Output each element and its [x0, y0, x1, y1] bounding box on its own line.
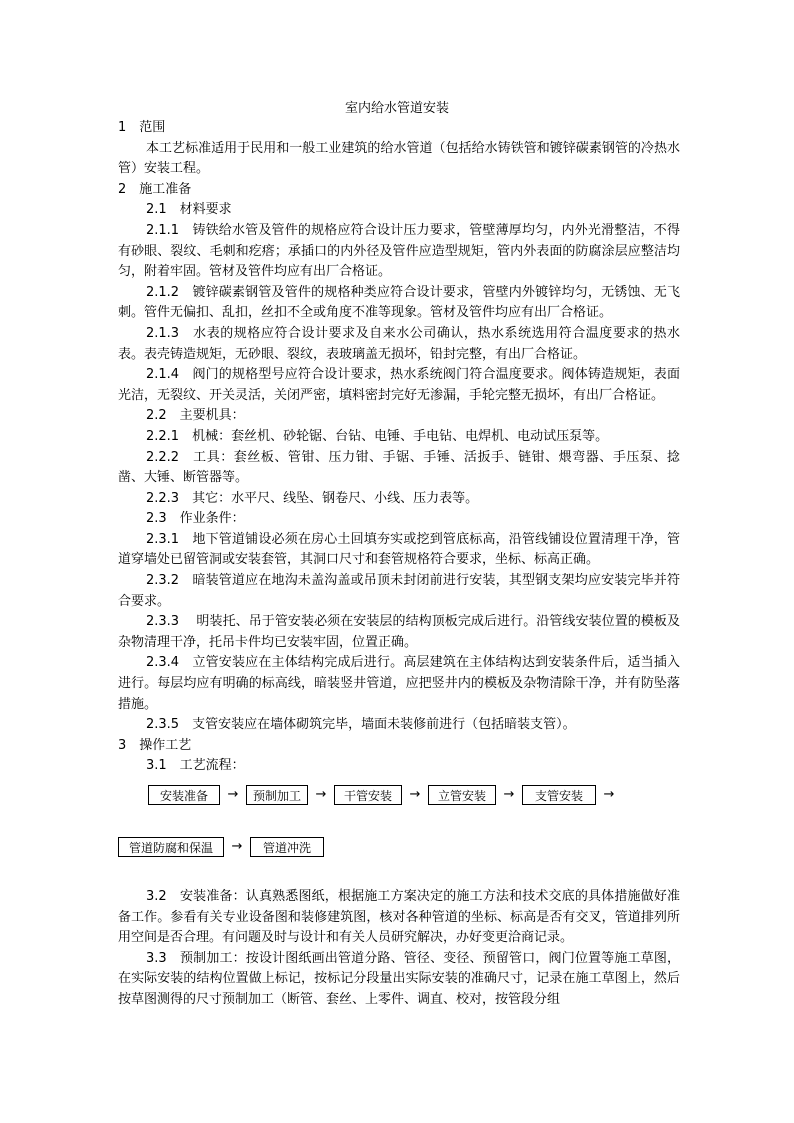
flow-step-flushing: 管道冲洗 [250, 837, 324, 857]
section-text-bottom [118, 887, 680, 1011]
flow-step-branch-pipe: 支管安装 [522, 785, 596, 805]
subsection-heading: 2.1 材料要求 [146, 202, 232, 218]
section-heading: 3 操作工艺 [118, 737, 192, 753]
flowchart-row-1 [148, 783, 680, 807]
flowchart-row-2 [118, 835, 680, 859]
paragraph: 2.3.4 立管安装应在主体结构完成后进行。高层建筑在主体结构达到安装条件后，适当插入进行。每层均应有明确的标高线，暗装竖井管道，应把竖井内的模板及杂物清除干净，并有防坠落措施。 [118, 655, 680, 712]
flow-step-anticorrosion: 管道防腐和保温 [118, 837, 224, 857]
paragraph: 2.3.3 明装托、吊于管安装必须在安装层的结构顶板完成后进行。沿管线安装位置的模板及杂物清理干净，托吊卡件均已安装牢固，位置正确。 [118, 614, 680, 650]
flow-step-riser-pipe: 立管安装 [428, 785, 496, 805]
arrow-icon: → [409, 786, 421, 802]
flow-step-install-prep: 安装准备 [148, 785, 220, 805]
paragraph: 2.3.5 支管安装应在墙体砌筑完毕，墙面未装修前进行（包括暗装支管）。 [146, 717, 576, 733]
subsection-heading: 2.3 作业条件： [146, 511, 245, 527]
subsection-heading: 3.1 工艺流程： [146, 758, 245, 774]
section-heading: 1 范围 [118, 120, 166, 135]
paragraph: 2.1.3 水表的规格应符合设计要求及自来水公司确认，热水系统选用符合温度要求的热水表。表壳铸造规矩，无砂眼、裂纹，表玻璃盖无损坏，铅封完整，有出厂合格证。 [118, 325, 680, 362]
paragraph: 3.2 安装准备：认真熟悉图纸，根据施工方案决定的施工方法和技术交底的具体措施做好准备工作。参看有关专业设备图和装修建筑图，核对各种管道的坐标、标高是否有交叉，管道排列所用空间是否合理。有问题及时与设计和有关人员研究解决，办好变更洽商记录。 [118, 889, 680, 946]
paragraph: 2.1.1 铸铁给水管及管件的规格应符合设计压力要求，管壁薄厚均匀，内外光滑整洁，不得有砂眼、裂纹、毛刺和疙瘩；承插口的内外径及管件应造型规矩，管内外表面的防腐涂层应整洁均匀，附着牢固。管材及管件均应有出厂合格证。 [118, 222, 680, 280]
process-flowchart [118, 783, 680, 859]
arrow-icon: → [503, 786, 515, 802]
paragraph: 2.1.4 阀门的规格型号应符合设计要求，热水系统阀门符合温度要求。阀体铸造规矩，表面光洁，无裂纹、开关灵活，关闭严密，填料密封完好无渗漏，手轮完整无损坏，有出厂合格证。 [118, 367, 680, 403]
paragraph: 2.1.2 镀锌碳素钢管及管件的规格种类应符合设计要求，管壁内外镀锌均匀，无锈蚀、无飞刺。管件无偏扣、乱扣，丝扣不全或角度不准等现象。管材及管件均应有出厂合格证。 [118, 284, 680, 321]
document-body [118, 118, 680, 1011]
arrow-icon: → [315, 786, 327, 802]
section-heading: 2 施工准备 [118, 181, 192, 197]
section-text-top [118, 118, 680, 777]
paragraph: 本工艺标准适用于民用和一般工业建筑的给水管道（包括给水铸铁管和镀锌碳素钢管的冷热水管）安装工程。 [118, 140, 680, 177]
paragraph: 2.3.1 地下管道铺设必须在房心土回填夯实或挖到管底标高，沿管线铺设位置清理干净，管道穿墙处已留管洞或安装套管，其洞口尺寸和套管规格符合要求，坐标、标高正确。 [118, 531, 680, 568]
flow-step-main-pipe: 干管安装 [334, 785, 402, 805]
arrow-icon: → [227, 786, 239, 802]
paragraph: 2.2.1 机械：套丝机、砂轮锯、台钻、电锤、手电钻、电焊机、电动试压泵等。 [146, 428, 609, 444]
flow-step-prefabrication: 预制加工 [246, 785, 308, 805]
paragraph: 2.2.3 其它：水平尺、线坠、钢卷尺、小线、压力表等。 [146, 490, 479, 506]
subsection-heading: 2.2 主要机具： [146, 408, 245, 424]
paragraph: 3.3 预制加工：按设计图纸画出管道分路、管径、变径、预留管口，阀门位置等施工草图，在实际安装的结构位置做上标记，按标记分段量出实际安装的准确尺寸，记录在施工草图上，然后按草图测得的尺寸预制加工（断管、套丝、上零件、调直、校对，按管段分组 [118, 950, 680, 1007]
arrow-icon: → [231, 838, 243, 854]
document-title: 室内给水管道安装 [344, 101, 449, 116]
paragraph: 2.3.2 暗装管道应在地沟未盖沟盖或吊顶未封闭前进行安装，其型钢支架均应安装完毕并符合要求。 [118, 573, 680, 609]
paragraph: 2.2.2 工具：套丝板、管钳、压力钳、手锯、手锤、活扳手、链钳、煨弯器、手压泵、捻凿、大锤、断管器等。 [118, 449, 680, 486]
arrow-icon: → [603, 786, 615, 802]
